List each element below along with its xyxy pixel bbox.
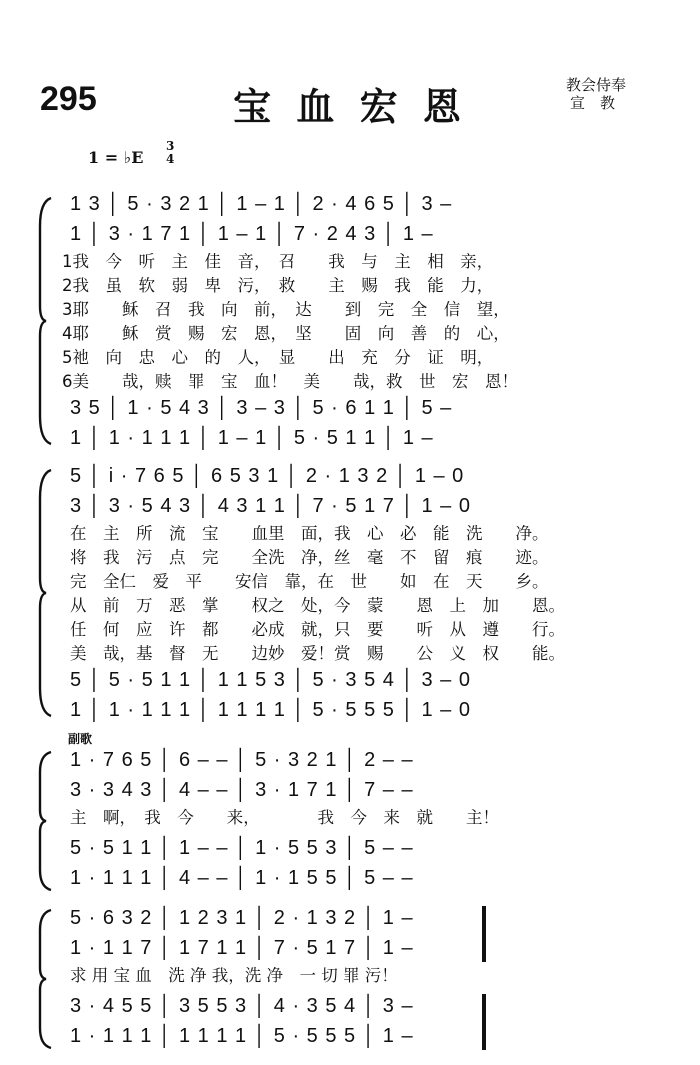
verse-line-4: 从 前 万 恶 掌 权之 处，今 蒙 恩 上 加 恩。 — [70, 596, 565, 615]
notes-alto: 1 · 1 1 7 │ 1 7 1 1 │ 7 · 5 1 7 │ 1 – — [70, 937, 414, 959]
time-signature-bottom: 4 — [166, 152, 175, 166]
notes-soprano: 5 · 6 3 2 │ 1 2 3 1 │ 2 · 1 3 2 │ 1 – — [70, 907, 414, 929]
verse-line-3: 完 全仁 爱 平 安信 靠，在 世 如 在 天 乡。 — [70, 572, 549, 591]
notes-bass: 1 · 1 1 1 │ 1 1 1 1 │ 5 · 5 5 5 │ 1 – — [70, 1025, 414, 1047]
notes-bass: 1 · 1 1 1 │ 4 – – │ 1 · 1 5 5 │ 5 – – — [70, 867, 414, 889]
verse-line-6: 美 哉，基 督 无 边妙 爱！赏 赐 公 义 权 能。 — [70, 644, 565, 663]
notes-tenor: 3 · 4 5 5 │ 3 5 5 3 │ 4 · 3 5 4 │ 3 – — [70, 995, 414, 1017]
hymn-credit — [566, 76, 626, 112]
score-system-4 — [0, 904, 700, 1054]
refrain-label: 副歌 — [68, 732, 93, 746]
notes-bass: 1 │ 1 · 1 1 1 │ 1 – 1 │ 5 · 5 1 1 │ 1 – — [70, 427, 434, 449]
notes-tenor: 5 │ 5 · 5 1 1 │ 1 1 5 3 │ 5 · 3 5 4 │ 3 – 0 — [70, 669, 471, 691]
verse-line-6: 6美 哉，赎 罪 宝 血！ 美 哉，救 世 宏 恩！ — [62, 372, 518, 391]
verse-line-1: 在 主 所 流 宝 血里 面，我 心 必 能 洗 净。 — [70, 524, 549, 543]
notes-tenor: 3 5 │ 1 · 5 4 3 │ 3 – 3 │ 5 · 6 1 1 │ 5 – — [70, 397, 453, 419]
verse-line-2: 2我 虽 软 弱 卑 污， 救 主 赐 我 能 力， — [62, 276, 494, 295]
verse-line-1: 主 啊， 我 今 来， 我 今 来 就 主！ — [70, 808, 499, 827]
key-signature: 1 = ♭E — [88, 148, 144, 167]
notes-alto: 1 │ 3 · 1 7 1 │ 1 – 1 │ 7 · 2 4 3 │ 1 – — [70, 223, 434, 245]
time-signature-top: 3 — [166, 139, 175, 153]
credit-line-2: 宣 教 — [570, 94, 616, 112]
notes-tenor: 5 · 5 1 1 │ 1 – – │ 1 · 5 5 3 │ 5 – – — [70, 837, 414, 859]
notes-alto: 3 · 3 4 3 │ 4 – – │ 3 · 1 7 1 │ 7 – – — [70, 779, 414, 801]
verse-line-1: 求 用 宝 血 洗 净 我，洗 净 一 切 罪 污！ — [70, 966, 398, 985]
credit-line-1: 教会侍奉 — [566, 76, 627, 94]
time-signature — [166, 140, 174, 166]
verse-line-4: 4耶 稣 赏 赐 宏 恩， 坚 固 向 善 的 心， — [62, 324, 510, 343]
verse-line-1: 1我 今 听 主 佳 音， 召 我 与 主 相 亲， — [62, 252, 494, 271]
verse-line-5: 5祂 向 忠 心 的 人， 显 出 充 分 证 明， — [62, 348, 494, 367]
score-system-3 — [0, 746, 700, 896]
score-system-2 — [0, 462, 700, 722]
notes-soprano: 1 · 7 6 5 │ 6 – – │ 5 · 3 2 1 │ 2 – – — [70, 749, 414, 771]
verse-line-3: 3耶 稣 召 我 向 前， 达 到 完 全 信 望， — [62, 300, 510, 319]
hymn-title: 宝 血 宏 恩 — [233, 84, 467, 129]
verse-line-5: 任 何 应 许 都 必成 就，只 要 听 从 遵 行。 — [70, 620, 565, 639]
final-barline — [482, 994, 486, 1050]
hymn-number: 295 — [40, 80, 97, 118]
notes-soprano: 5 │ i · 7 6 5 │ 6 5 3 1 │ 2 · 1 3 2 │ 1 – 0 — [70, 465, 465, 487]
final-barline — [482, 906, 486, 962]
notes-alto: 3 │ 3 · 5 4 3 │ 4 3 1 1 │ 7 · 5 1 7 │ 1 – 0 — [70, 495, 471, 517]
score-system-1 — [0, 190, 700, 450]
notes-soprano: 1 3 │ 5 · 3 2 1 │ 1 – 1 │ 2 · 4 6 5 │ 3 – — [70, 193, 453, 215]
notes-bass: 1 │ 1 · 1 1 1 │ 1 1 1 1 │ 5 · 5 5 5 │ 1 – 0 — [70, 699, 471, 721]
verse-line-2: 将 我 污 点 完 全洗 净，丝 毫 不 留 痕 迹。 — [70, 548, 549, 567]
